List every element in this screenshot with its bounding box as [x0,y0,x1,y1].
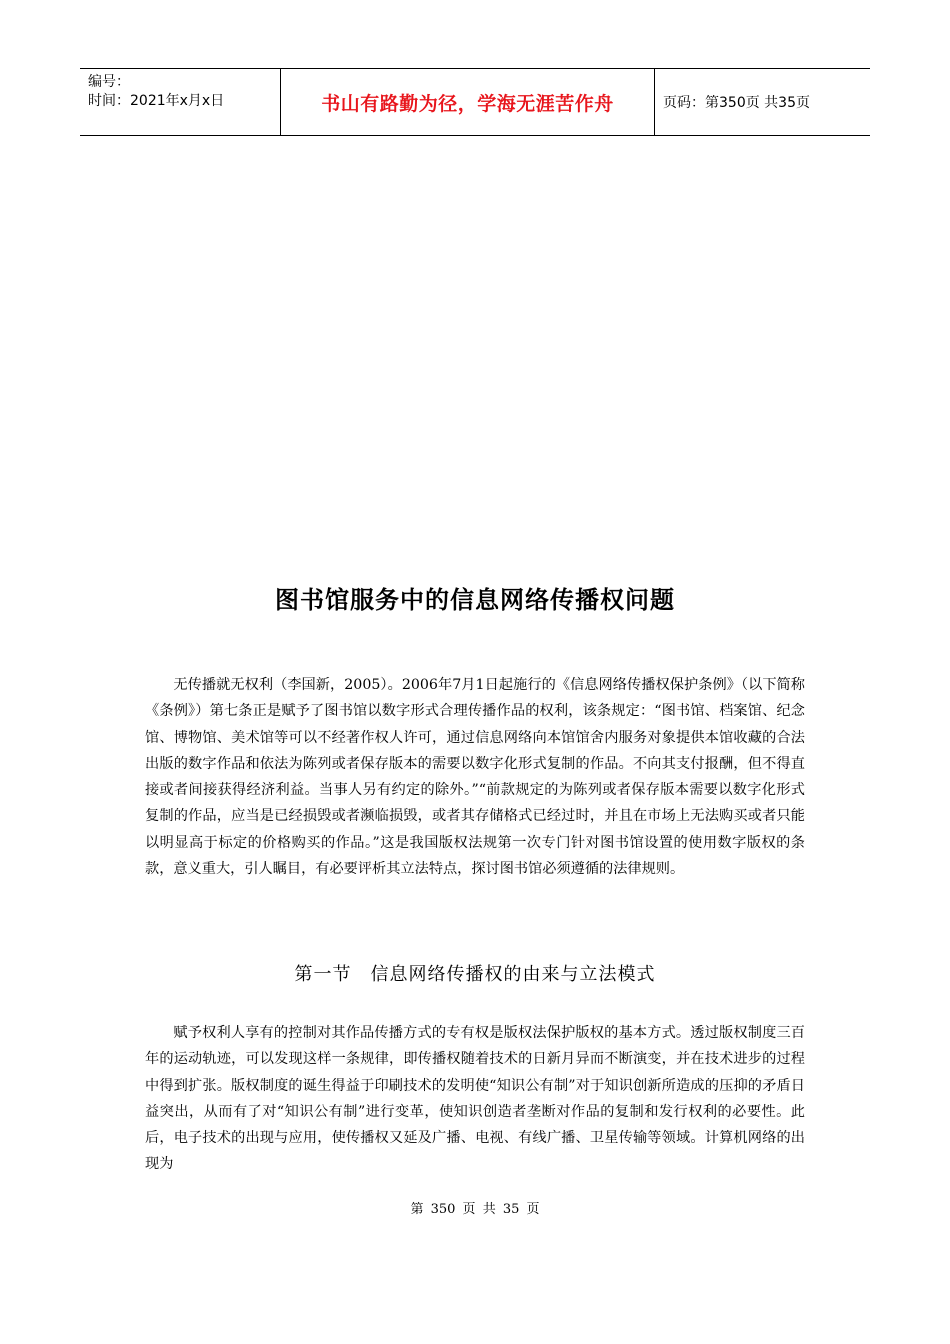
section-heading: 第一节 信息网络传播权的由来与立法模式 [294,964,656,985]
header-page-label: 页码：第350页 共35页 [663,95,810,111]
body-paragraph-1: 无传播就无权利（李国新，2005）。2006年7月1日起施行的《信息网络传播权保护条例》（以下简称《条例》）第七条正是赋予了图书馆以数字形式合理传播作品的权利，该条规定：“图书馆、档案馆、纪念馆、博物馆、美术馆等可以不经著作权人许可，通过信息网络向本馆馆舍内服务对象提供本馆收藏的合法出版的数字作品和依法为陈列或者保存版本的需要以数字化形式复制的作品。不向其支付报酬，但不得直接或者间接获得经济利益。当事人另有约定的除外。”“前款规定的为陈列或者保存版本需要以数字化形式复制的作品，应当是已经损毁或者濒临损毁，或者其存储格式已经过时，并且在市场上无法购买或者只能以明显高于标定的价格购买的作品。”这是我国版权法规第一次专门针对图书馆设置的使用数字版权的条款，意义重大，引人瞩目，有必要评析其立法特点，探讨图书馆必须遵循的法律规则。 [145,677,805,878]
page-footer: 第 350 页 共 35 页 [410,1202,540,1217]
body-paragraph-2: 赋予权利人享有的控制对其作品传播方式的专有权是版权法保护版权的基本方式。透过版权制度三百年的运动轨迹，可以发现这样一条规律，即传播权随着技术的日新月异而不断演变，并在技术进步的过程中得到扩张。版权制度的诞生得益于印刷技术的发明使“知识公有制”对于知识创新所造成的压抑的矛盾日益突出，从而有了对“知识公有制”进行变革，使知识创造者垄断对作品的复制和发行权利的必要性。此后，电子技术的出现与应用，使传播权又延及广播、电视、有线广播、卫星传输等领域。计算机网络的出现为 [145,1025,805,1173]
document-number-label: 编号： [88,74,130,90]
document-title: 图书馆服务中的信息网络传播权问题 [275,586,675,614]
header-info-cell [80,69,281,135]
document-time-label: 时间：2021年x月x日 [88,93,225,109]
header-motto: 书山有路勤为径，学海无涯苦作舟 [281,69,655,135]
page-header [80,68,870,136]
